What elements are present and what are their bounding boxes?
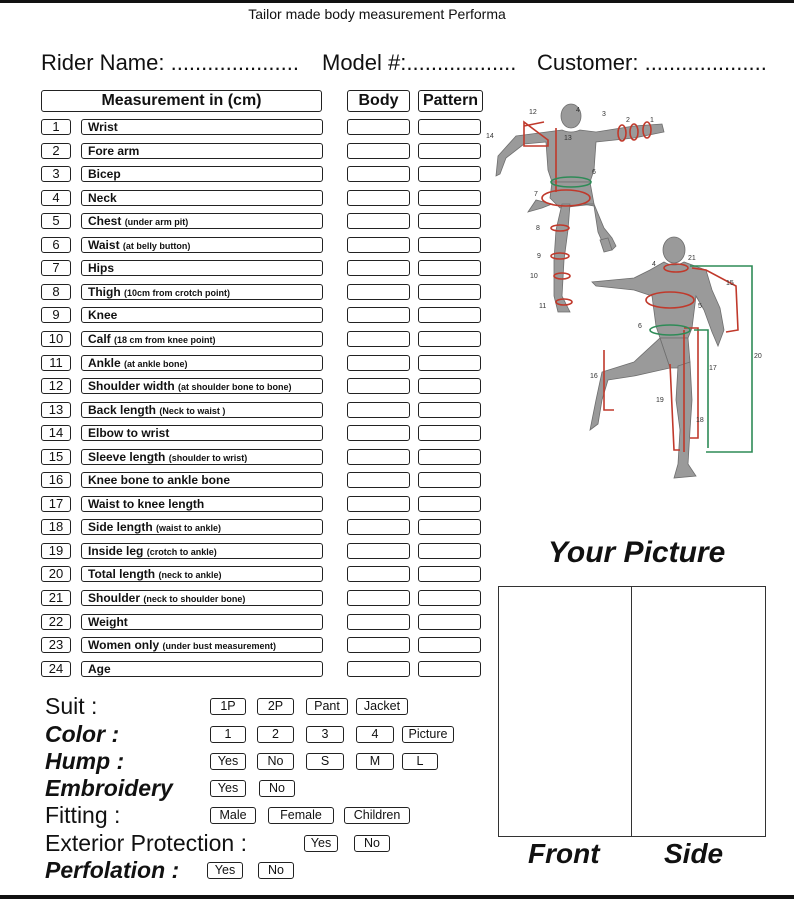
pattern-value-input[interactable] [418,355,481,371]
suit-choice-button[interactable]: 1P [210,698,246,715]
figure-number: 4 [652,261,656,268]
color-choice-button[interactable]: 1 [210,726,246,743]
body-value-input[interactable] [347,307,410,323]
figure-number: 12 [529,109,537,116]
measurement-name: Neck [88,190,117,205]
measurement-name: Side length [88,520,153,535]
top-border [0,0,794,3]
measurement-name: Calf [88,331,111,346]
embroidery-choice-button[interactable]: Yes [210,780,246,797]
measurement-number: 14 [41,425,71,441]
measurement-column-header: Measurement in (cm) [41,90,322,112]
hump-choice-button[interactable]: S [306,753,344,770]
measurement-label [81,378,323,394]
pattern-value-input[interactable] [418,260,481,276]
body-value-input[interactable] [347,237,410,253]
measurement-number: 4 [41,190,71,206]
measurement-note: (under bust measurement) [162,641,276,652]
measurement-name: Ankle [88,355,121,370]
perfolation-choice-button[interactable]: Yes [207,862,243,879]
body-value-input[interactable] [347,425,410,441]
rider-name-field[interactable]: Rider Name: ..................... [41,50,299,75]
measurement-number: 22 [41,614,71,630]
measurement-number: 23 [41,637,71,653]
pattern-value-input[interactable] [418,378,481,394]
color-choice-button[interactable]: 2 [257,726,294,743]
measurement-note: (shoulder to wrist) [168,452,248,463]
figure-number: 11 [539,303,547,310]
measurement-number: 15 [41,449,71,465]
color-choice-button[interactable]: 4 [356,726,394,743]
measurement-label [81,519,323,535]
measurement-label [81,590,323,606]
pattern-value-input[interactable] [418,449,481,465]
measurement-row [0,496,794,514]
measurement-name: Hips [88,261,115,276]
figure-number: 6 [638,323,642,330]
measurement-label [81,143,323,159]
measurement-number: 21 [41,590,71,606]
pattern-column-header: Pattern [418,90,483,112]
figure-number: 15 [726,280,734,287]
fitting-option-label: Fitting : [45,802,121,828]
measurement-name: Weight [88,614,128,629]
measurement-number: 7 [41,260,71,276]
body-value-input[interactable] [347,449,410,465]
measurement-name: Fore arm [88,143,140,158]
figure-number: 13 [564,135,572,142]
pattern-value-input[interactable] [418,543,481,559]
pattern-value-input[interactable] [418,425,481,441]
bottom-border [0,895,794,899]
body-value-input[interactable] [347,260,410,276]
measurement-number: 8 [41,284,71,300]
figure-number: 20 [754,353,762,360]
body-figure-illustration [484,100,784,490]
measurement-name: Knee [88,308,118,323]
embroidery-choice-button[interactable]: No [259,780,295,797]
pattern-value-input[interactable] [418,519,481,535]
measurement-note: (18 cm from knee point) [114,334,216,345]
measurement-note: (waist to ankle) [156,523,222,534]
measurement-number: 12 [41,378,71,394]
measurement-number: 20 [41,566,71,582]
figure-number: 17 [709,365,717,372]
figure-number: 9 [537,253,541,260]
suit-option-label: Suit : [45,693,98,719]
measurement-name: Age [88,661,111,676]
measurement-number: 24 [41,661,71,677]
measurement-name: Chest [88,214,122,229]
measurement-name: Waist [88,237,120,252]
figure-number: 7 [534,191,538,198]
body-value-input[interactable] [347,378,410,394]
measurement-number: 16 [41,472,71,488]
body-value-input[interactable] [347,331,410,347]
measurement-note: (10cm from crotch point) [124,287,231,298]
measurement-name: Waist to knee length [88,496,205,511]
measurement-label [81,166,323,182]
measurement-label [81,190,323,206]
body-column-header: Body [347,90,410,112]
measurement-number: 2 [41,143,71,159]
color-option-label: Color : [45,721,120,747]
measurement-row [0,519,794,537]
measurement-name: Knee bone to ankle bone [88,473,231,488]
measurement-note: (at belly button) [122,240,191,251]
figure-number: 18 [696,417,704,424]
suit-choice-button[interactable]: Jacket [356,698,408,715]
measurement-label [81,425,323,441]
measurement-number: 18 [41,519,71,535]
body-value-input[interactable] [347,519,410,535]
exterior-choice-button[interactable]: No [354,835,390,852]
measurement-name: Back length [88,402,157,417]
measurement-label [81,614,323,630]
measurement-name: Wrist [88,120,118,134]
figure-number: 10 [530,273,538,280]
model-number-field[interactable]: Model #:.................. [322,50,517,75]
measurement-number: 10 [41,331,71,347]
fitting-choice-button[interactable]: Children [344,807,410,824]
pattern-value-input[interactable] [418,166,481,182]
figure-number: 5 [698,303,702,310]
pattern-value-input[interactable] [418,237,481,253]
body-value-input[interactable] [347,284,410,300]
measurement-label [81,637,323,653]
front-figure [590,237,724,478]
measurement-label [81,402,323,418]
measurement-number: 13 [41,402,71,418]
pattern-value-input[interactable] [418,614,481,630]
measurement-label [81,331,323,347]
measurement-label [81,237,323,253]
pattern-value-input[interactable] [418,307,481,323]
body-value-input[interactable] [347,402,410,418]
measurement-note: (neck to ankle) [158,570,222,581]
body-value-input[interactable] [347,190,410,206]
measurement-number: 6 [41,237,71,253]
pattern-value-input[interactable] [418,143,481,159]
body-value-input[interactable] [347,119,410,135]
pattern-value-input[interactable] [418,661,481,677]
form-title: Tailor made body measurement Performa [248,6,506,22]
measurement-number: 9 [41,307,71,323]
measurement-name: Shoulder width [88,379,175,394]
measurement-label [81,213,323,229]
figure-number: 1 [650,117,654,124]
figure-number: 2 [626,117,630,124]
measurement-label [81,496,323,512]
measurement-number: 1 [41,119,71,135]
measurement-note: (under arm pit) [124,217,189,228]
figure-number: 16 [590,373,598,380]
figure-number: 14 [486,133,494,140]
measurement-name: Total length [88,567,156,582]
body-value-input[interactable] [347,213,410,229]
measurement-label [81,472,323,488]
pattern-value-input[interactable] [418,472,481,488]
pattern-value-input[interactable] [418,190,481,206]
pattern-value-input[interactable] [418,119,481,135]
hump-choice-button[interactable]: M [356,753,394,770]
measurement-name: Elbow to wrist [88,426,170,441]
photo-divider [631,586,632,837]
figure-number: 21 [688,255,696,262]
hump-choice-button[interactable]: L [402,753,438,770]
figure-number: 3 [602,111,606,118]
pattern-value-input[interactable] [418,590,481,606]
figure-number: 8 [536,225,540,232]
body-value-input[interactable] [347,661,410,677]
measurement-number: 5 [41,213,71,229]
measurement-note: (crotch to ankle) [146,546,217,557]
pattern-value-input[interactable] [418,402,481,418]
measurement-number: 19 [41,543,71,559]
body-value-input[interactable] [347,590,410,606]
suit-choice-button[interactable]: Pant [306,698,348,715]
fitting-choice-button[interactable]: Female [268,807,334,824]
your-picture-heading: Your Picture [548,536,726,569]
figure-number: 19 [656,397,664,404]
exterior-option-label: Exterior Protection : [45,830,247,856]
measurement-label [81,307,323,323]
measurement-name: Thigh [88,284,121,299]
hump-option-label: Hump : [45,748,125,774]
measurement-label [81,355,323,371]
measurement-note: (neck to shoulder bone) [143,594,246,604]
measurement-label [81,284,323,300]
embroidery-option-label: Embroidery [45,775,173,801]
exterior-choice-button[interactable]: Yes [304,835,338,852]
perfolation-choice-button[interactable]: No [258,862,294,879]
suit-choice-button[interactable]: 2P [257,698,294,715]
perfolation-option-label: Perfolation : [45,857,180,883]
measurement-number: 3 [41,166,71,182]
body-value-input[interactable] [347,355,410,371]
measurement-note: (Neck to waist ) [159,405,226,416]
side-photo-caption: Side [664,838,724,869]
body-value-input[interactable] [347,543,410,559]
measurement-number: 17 [41,496,71,512]
measurement-name: Women only [88,638,160,653]
measurement-note: (at ankle bone) [124,358,188,369]
pattern-value-input[interactable] [418,213,481,229]
pattern-value-input[interactable] [418,284,481,300]
body-value-input[interactable] [347,496,410,512]
body-value-input[interactable] [347,472,410,488]
measurement-label [81,449,323,465]
measurement-number: 11 [41,355,71,371]
measurement-name: Bicep [88,167,121,182]
color-choice-button[interactable]: Picture [402,726,454,743]
measurement-name: Inside leg [88,543,144,558]
pattern-value-input[interactable] [418,496,481,512]
fitting-choice-button[interactable]: Male [210,807,256,824]
hump-choice-button[interactable]: Yes [210,753,246,770]
measurement-label [81,260,323,276]
measurement-label [81,543,323,559]
body-value-input[interactable] [347,166,410,182]
body-value-input[interactable] [347,566,410,582]
figure-number: 4 [576,107,580,114]
measurement-note: (at shoulder bone to bone) [178,382,292,393]
measurement-name: Sleeve length [88,449,166,464]
body-value-input[interactable] [347,614,410,630]
pattern-value-input[interactable] [418,331,481,347]
hump-choice-button[interactable]: No [257,753,294,770]
front-photo-caption: Front [528,838,600,869]
body-value-input[interactable] [347,637,410,653]
measurement-label [81,119,323,135]
customer-field[interactable]: Customer: .................... [537,50,767,75]
measurement-label [81,661,323,677]
measurement-label [81,566,323,582]
body-value-input[interactable] [347,143,410,159]
pattern-value-input[interactable] [418,566,481,582]
pattern-value-input[interactable] [418,637,481,653]
color-choice-button[interactable]: 3 [306,726,344,743]
measurement-name: Shoulder [88,591,141,605]
figure-number: 6 [592,169,596,176]
